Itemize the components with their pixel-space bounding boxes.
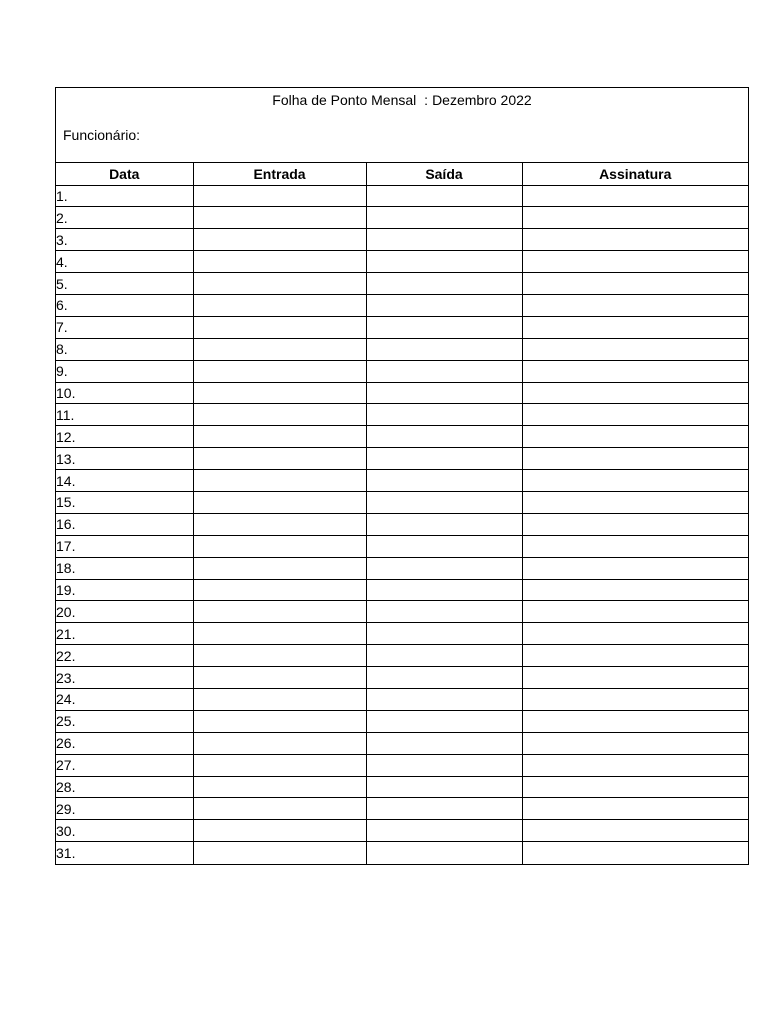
table-row <box>56 229 748 251</box>
table-row <box>56 776 748 798</box>
day-number: 26. <box>56 732 193 754</box>
table-row <box>56 710 748 732</box>
entrada-cell[interactable] <box>193 229 366 251</box>
assinatura-cell[interactable] <box>522 732 748 754</box>
day-number: 7. <box>56 316 193 338</box>
table-header-row <box>56 163 748 185</box>
saida-cell[interactable] <box>366 623 522 645</box>
assinatura-cell[interactable] <box>522 535 748 557</box>
table-row <box>56 360 748 382</box>
saida-cell[interactable] <box>366 579 522 601</box>
saida-cell[interactable] <box>366 273 522 295</box>
saida-cell[interactable] <box>366 448 522 470</box>
assinatura-cell[interactable] <box>522 294 748 316</box>
saida-cell[interactable] <box>366 842 522 864</box>
entrada-cell[interactable] <box>193 294 366 316</box>
entrada-cell[interactable] <box>193 732 366 754</box>
saida-cell[interactable] <box>366 754 522 776</box>
assinatura-cell[interactable] <box>522 426 748 448</box>
saida-cell[interactable] <box>366 710 522 732</box>
entrada-cell[interactable] <box>193 382 366 404</box>
day-number: 28. <box>56 776 193 798</box>
column-header-data: Data <box>56 163 193 185</box>
page-title <box>56 92 748 108</box>
day-number: 17. <box>56 535 193 557</box>
entrada-cell[interactable] <box>193 251 366 273</box>
assinatura-cell[interactable] <box>522 470 748 492</box>
assinatura-cell[interactable] <box>522 688 748 710</box>
saida-cell[interactable] <box>366 798 522 820</box>
table-row <box>56 513 748 535</box>
table-row <box>56 645 748 667</box>
day-number: 27. <box>56 754 193 776</box>
day-number: 4. <box>56 251 193 273</box>
table-row <box>56 623 748 645</box>
assinatura-cell[interactable] <box>522 557 748 579</box>
saida-cell[interactable] <box>366 645 522 667</box>
assinatura-cell[interactable] <box>522 820 748 842</box>
day-number: 23. <box>56 667 193 689</box>
saida-cell[interactable] <box>366 251 522 273</box>
entrada-cell[interactable] <box>193 557 366 579</box>
saida-cell[interactable] <box>366 688 522 710</box>
assinatura-cell[interactable] <box>522 491 748 513</box>
saida-cell[interactable] <box>366 229 522 251</box>
saida-cell[interactable] <box>366 360 522 382</box>
day-number: 21. <box>56 623 193 645</box>
saida-cell[interactable] <box>366 601 522 623</box>
entrada-cell[interactable] <box>193 207 366 229</box>
day-number: 22. <box>56 645 193 667</box>
assinatura-cell[interactable] <box>522 623 748 645</box>
timesheet-header <box>56 88 748 163</box>
assinatura-cell[interactable] <box>522 579 748 601</box>
entrada-cell[interactable] <box>193 688 366 710</box>
saida-cell[interactable] <box>366 470 522 492</box>
assinatura-cell[interactable] <box>522 601 748 623</box>
entrada-cell[interactable] <box>193 491 366 513</box>
table-row <box>56 820 748 842</box>
day-number: 18. <box>56 557 193 579</box>
assinatura-cell[interactable] <box>522 645 748 667</box>
entrada-cell[interactable] <box>193 426 366 448</box>
assinatura-cell[interactable] <box>522 754 748 776</box>
saida-cell[interactable] <box>366 185 522 207</box>
assinatura-cell[interactable] <box>522 513 748 535</box>
attendance-table <box>56 163 748 864</box>
assinatura-cell[interactable] <box>522 360 748 382</box>
day-number: 2. <box>56 207 193 229</box>
saida-cell[interactable] <box>366 667 522 689</box>
month-text: Dezembro 2022 <box>432 92 532 108</box>
saida-cell[interactable] <box>366 557 522 579</box>
day-number: 19. <box>56 579 193 601</box>
day-number: 13. <box>56 448 193 470</box>
saida-cell[interactable] <box>366 316 522 338</box>
table-row <box>56 579 748 601</box>
table-row <box>56 382 748 404</box>
saida-cell[interactable] <box>366 535 522 557</box>
saida-cell[interactable] <box>366 382 522 404</box>
table-row <box>56 251 748 273</box>
entrada-cell[interactable] <box>193 776 366 798</box>
day-number: 6. <box>56 294 193 316</box>
day-number: 9. <box>56 360 193 382</box>
day-number: 25. <box>56 710 193 732</box>
entrada-cell[interactable] <box>193 645 366 667</box>
entrada-cell[interactable] <box>193 842 366 864</box>
entrada-cell[interactable] <box>193 754 366 776</box>
entrada-cell[interactable] <box>193 601 366 623</box>
entrada-cell[interactable] <box>193 623 366 645</box>
day-number: 15. <box>56 491 193 513</box>
table-row <box>56 688 748 710</box>
saida-cell[interactable] <box>366 491 522 513</box>
saida-cell[interactable] <box>366 338 522 360</box>
table-row <box>56 448 748 470</box>
table-row <box>56 273 748 295</box>
entrada-cell[interactable] <box>193 667 366 689</box>
table-row <box>56 535 748 557</box>
table-row <box>56 667 748 689</box>
assinatura-cell[interactable] <box>522 273 748 295</box>
table-row <box>56 732 748 754</box>
day-number: 12. <box>56 426 193 448</box>
entrada-cell[interactable] <box>193 535 366 557</box>
column-header-saida: Saída <box>366 163 522 185</box>
assinatura-cell[interactable] <box>522 382 748 404</box>
entrada-cell[interactable] <box>193 338 366 360</box>
assinatura-cell[interactable] <box>522 316 748 338</box>
title-text: Folha de Ponto Mensal <box>272 92 417 108</box>
employee-label: Funcionário: <box>63 127 141 143</box>
assinatura-cell[interactable] <box>522 667 748 689</box>
table-row <box>56 842 748 864</box>
assinatura-cell[interactable] <box>522 710 748 732</box>
entrada-cell[interactable] <box>193 470 366 492</box>
assinatura-cell[interactable] <box>522 207 748 229</box>
assinatura-cell[interactable] <box>522 448 748 470</box>
saida-cell[interactable] <box>366 732 522 754</box>
entrada-cell[interactable] <box>193 579 366 601</box>
day-number: 14. <box>56 470 193 492</box>
saida-cell[interactable] <box>366 426 522 448</box>
day-number: 1. <box>56 185 193 207</box>
saida-cell[interactable] <box>366 776 522 798</box>
table-row <box>56 404 748 426</box>
saida-cell[interactable] <box>366 513 522 535</box>
entrada-cell[interactable] <box>193 360 366 382</box>
assinatura-cell[interactable] <box>522 229 748 251</box>
day-number: 30. <box>56 820 193 842</box>
assinatura-cell[interactable] <box>522 338 748 360</box>
entrada-cell[interactable] <box>193 513 366 535</box>
table-row <box>56 491 748 513</box>
assinatura-cell[interactable] <box>522 776 748 798</box>
assinatura-cell[interactable] <box>522 185 748 207</box>
column-header-entrada: Entrada <box>193 163 366 185</box>
assinatura-cell[interactable] <box>522 251 748 273</box>
day-number: 31. <box>56 844 76 861</box>
entrada-cell[interactable] <box>193 273 366 295</box>
entrada-cell[interactable] <box>193 404 366 426</box>
table-row <box>56 207 748 229</box>
table-body <box>56 185 748 864</box>
day-number: 3. <box>56 229 193 251</box>
entrada-cell[interactable] <box>193 448 366 470</box>
table-row <box>56 798 748 820</box>
table-row <box>56 338 748 360</box>
timesheet <box>55 87 749 865</box>
table-row <box>56 316 748 338</box>
saida-cell[interactable] <box>366 207 522 229</box>
entrada-cell[interactable] <box>193 316 366 338</box>
table-row <box>56 294 748 316</box>
assinatura-cell[interactable] <box>522 798 748 820</box>
saida-cell[interactable] <box>366 404 522 426</box>
day-number: 5. <box>56 273 193 295</box>
entrada-cell[interactable] <box>193 185 366 207</box>
assinatura-cell[interactable] <box>522 842 748 864</box>
day-number: 10. <box>56 382 193 404</box>
day-number: 24. <box>56 688 193 710</box>
day-number: 20. <box>56 601 193 623</box>
saida-cell[interactable] <box>366 820 522 842</box>
entrada-cell[interactable] <box>193 710 366 732</box>
table-row <box>56 557 748 579</box>
entrada-cell[interactable] <box>193 820 366 842</box>
table-row <box>56 470 748 492</box>
day-number: 8. <box>56 338 193 360</box>
table-row <box>56 754 748 776</box>
saida-cell[interactable] <box>366 294 522 316</box>
entrada-cell[interactable] <box>193 798 366 820</box>
day-number: 16. <box>56 513 193 535</box>
day-number: 29. <box>56 798 193 820</box>
table-row <box>56 185 748 207</box>
title-separator: : <box>424 92 429 108</box>
day-number: 11. <box>56 404 193 426</box>
table-row <box>56 426 748 448</box>
assinatura-cell[interactable] <box>522 404 748 426</box>
column-header-assinatura: Assinatura <box>522 163 748 185</box>
table-row <box>56 601 748 623</box>
